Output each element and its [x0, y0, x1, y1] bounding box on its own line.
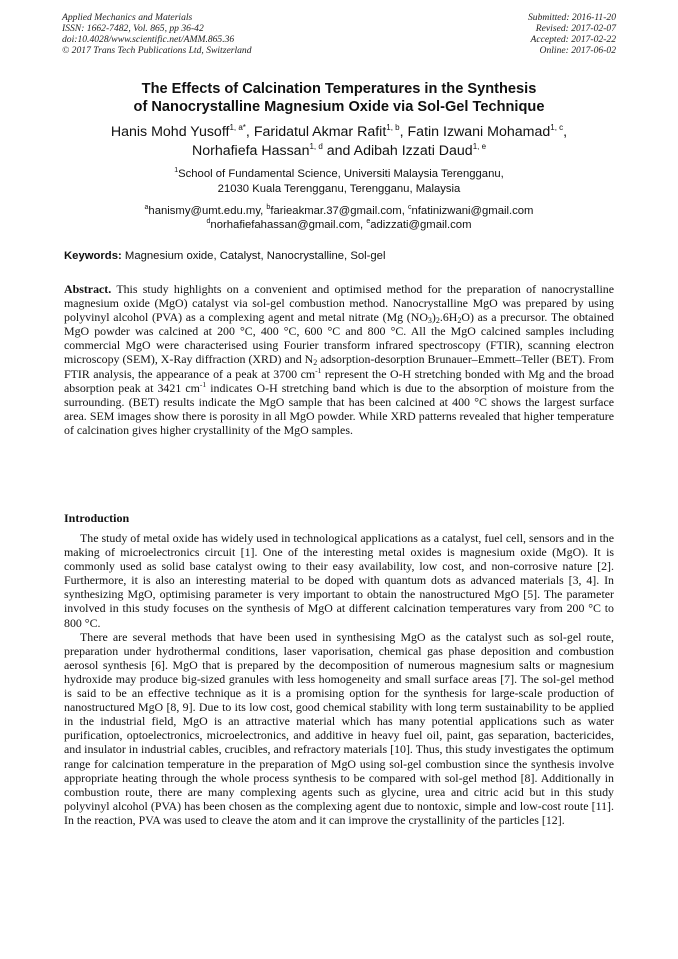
- email-address: nfatinizwani@gmail.com: [411, 205, 534, 217]
- author-name: Adibah Izzati Daud: [353, 143, 473, 159]
- abstract-text: This study highlights on a convenient and optimised method for the preparation of nanocrystalline magnesium oxide (MgO) catalyst via sol-gel combustion method. Nanocrystalline MgO was prepared by using polyvinyl alcohol (PVA) as a complexing agent and metal nitrate (Mg (NO: [64, 282, 615, 325]
- affiliation-line: 21030 Kuala Terengganu, Terengganu, Malaysia: [217, 183, 461, 195]
- subscript: 2: [313, 358, 318, 368]
- superscript: -1: [199, 379, 207, 389]
- copyright: © 2017 Trans Tech Publications Ltd, Switzerland: [62, 45, 252, 56]
- online-date: Online: 2017-06-02: [539, 45, 616, 56]
- affiliation-line: School of Fundamental Science, Universiti Malaysia Terengganu,: [178, 168, 504, 180]
- email-address: hanismy@umt.edu.my,: [148, 205, 264, 217]
- keywords: [64, 249, 614, 263]
- author-name: Fatin Izwani Mohamad: [407, 124, 551, 140]
- abstract: [64, 282, 614, 437]
- abstract-text: indicates O-H stretching band which is due to the absorption of moisture from the surrounding. (BET) results indicate the MgO sample that has been calcined at 400 °C shows the largest surface area. SEM images show there is porosity in all MgO powder. While XRD patterns revealed that higher temperature of calcination gives higher crystallinity of the MgO samples.: [64, 380, 614, 437]
- author-affil-marker: 1, c: [550, 123, 564, 132]
- abstract-text: represent the O-H stretching bonded with Mg and the broad absorption peak at 3421 cm: [64, 366, 614, 395]
- paragraph: There are several methods that have been used in synthesising MgO as the catalyst such as sol-gel route, preparation under hydrothermal conditions, laser vaporisation, chemical gas phase deposition and combustion aerosol synthesis [6]. MgO that is prepared by the decomposition of numerous magnesium salts or magnesium hydroxide may produce big-sized granules with less homogeneity and small surface areas [7]. The sol-gel method is said to be an effective technique as it is a promising option for the synthesis for large-scale production of nanostructured MgO [8, 9]. Due to its low cost, good chemical stability with long term sustainability to be applied in the industrial field, MgO is an attractive material which has many potential applications such as water purification, optoelectronics, microelectronics, and additive in heavy fuel oil, paint, gas separation, bactericides, and insulator in industrial cables, crucibles, and refractory materials [10]. Thus, this study investigates the optimum range for calcination temperature in the preparation of MgO using sol-gel combustion since the synthesis involve appropriate heating through the whole process synthesis to be compared with sol-gel method [8]. Additionally in combustion route, there are many complexing agents such as glycine, urea and citric acid but in this study polyvinyl alcohol (PVA) has been chosen as the complexing agent due to nontoxic, simple and low-cost route [11]. In the reaction, PVA was used to cleave the atom and it can improve the crystallinity of the particles [12].: [64, 629, 614, 827]
- author-affil-marker: 1, d: [309, 142, 323, 151]
- author-name: Hanis Mohd Yusoff: [110, 124, 230, 140]
- author-affil-marker: 1, b: [386, 123, 400, 132]
- email-address: norhafiefahassan@gmail.com,: [210, 219, 364, 231]
- email-marker: a: [144, 204, 149, 211]
- author-name: Norhafiefa Hassan: [191, 143, 310, 159]
- title-line: The Effects of Calcination Temperatures in the Synthesis: [141, 81, 537, 97]
- subscript: 3: [427, 316, 432, 326]
- author-list: Hanis Mohd Yusoff$^{1, a*}$, Faridatul Akmar Rafit$^{1, b}$, Fatin Izwani Mohamad$^{1, c}$, Norhafiefa Hassan$^{1, d}$ and Adibah Izzati Daud$^{1, e}$: [110, 123, 568, 159]
- paragraph: The study of metal oxide has widely used in technological applications as a catalyst, fuel cell, sensors and in the making of microelectronics circuit [1]. One of the interesting metal oxides is magnesium oxide (MgO). It is commonly used as solid base catalyst owing to their easy availability, low cost, and non-corrosive nature [2]. Furthermore, it is also an interesting material to be doped with quantum dots as advanced materials [3, 4]. In synthesizing MgO, optimising parameter is very important to obtain the nanostructured MgO [5]. The parameter involved in this study focuses on the synthesis of MgO at different calcination temperatures vary from 200 °C to 800 °C.: [64, 531, 614, 630]
- keywords-text: Magnesium oxide, Catalyst, Nanocrystalline, Sol-gel: [124, 250, 386, 262]
- journal-name: Applied Mechanics and Materials: [62, 12, 193, 23]
- abstract-text: adsorption-desorption Brunauer–Emmett–Teller (BET). From FTIR analysis, the appearance of a peak at 3700 cm: [64, 352, 614, 381]
- affiliation-marker: 1: [174, 167, 179, 174]
- keywords-label: Keywords:: [64, 250, 122, 262]
- issn-volume: ISSN: 1662-7482, Vol. 865, pp 36-42: [62, 23, 204, 34]
- publication-dates: [528, 12, 616, 56]
- section-heading-introduction: Introduction: [64, 511, 130, 525]
- subscript: 2: [435, 316, 440, 326]
- title-line: of Nanocrystalline Magnesium Oxide via Sol-Gel Technique: [133, 99, 545, 115]
- email-marker: d: [206, 218, 211, 225]
- journal-info: [62, 12, 252, 56]
- abstract-text: O) as a precursor. The obtained MgO powder was calcined at 200 °C, 400 °C, 600 °C and 800 °C. All the MgO calcined samples including commercial MgO were characterised using Fourier transform infrared spectroscopy (FTIR), scanning electron microscopy (SEM), X-Ray diffraction (XRD) and N: [64, 310, 614, 367]
- author-emails: [40, 204, 638, 232]
- superscript: -1: [315, 365, 322, 375]
- introduction-body: [64, 531, 614, 827]
- affiliation: [40, 167, 638, 197]
- author-name: Faridatul Akmar Rafit: [253, 124, 387, 140]
- author-affil-marker: 1, a*: [229, 123, 246, 132]
- email-marker: b: [266, 204, 271, 211]
- accepted-date: Accepted: 2017-02-22: [530, 34, 616, 45]
- doi: doi:10.4028/www.scientific.net/AMM.865.36: [62, 34, 235, 45]
- paper-title: [40, 80, 638, 116]
- author-affil-marker: 1, e: [472, 142, 487, 151]
- author-conjunction: and: [326, 143, 351, 159]
- email-marker: c: [408, 204, 412, 211]
- email-address: farieakmar.37@gmail.com,: [270, 205, 405, 217]
- abstract-label: Abstract.: [64, 282, 112, 296]
- abstract-text: ): [431, 310, 436, 325]
- revised-date: Revised: 2017-02-07: [535, 23, 616, 34]
- subscript: 2: [457, 316, 462, 326]
- submitted-date: Submitted: 2016-11-20: [527, 12, 616, 23]
- email-address: adizzati@gmail.com: [370, 219, 472, 231]
- email-marker: e: [366, 218, 371, 225]
- abstract-text: .6H: [439, 310, 458, 325]
